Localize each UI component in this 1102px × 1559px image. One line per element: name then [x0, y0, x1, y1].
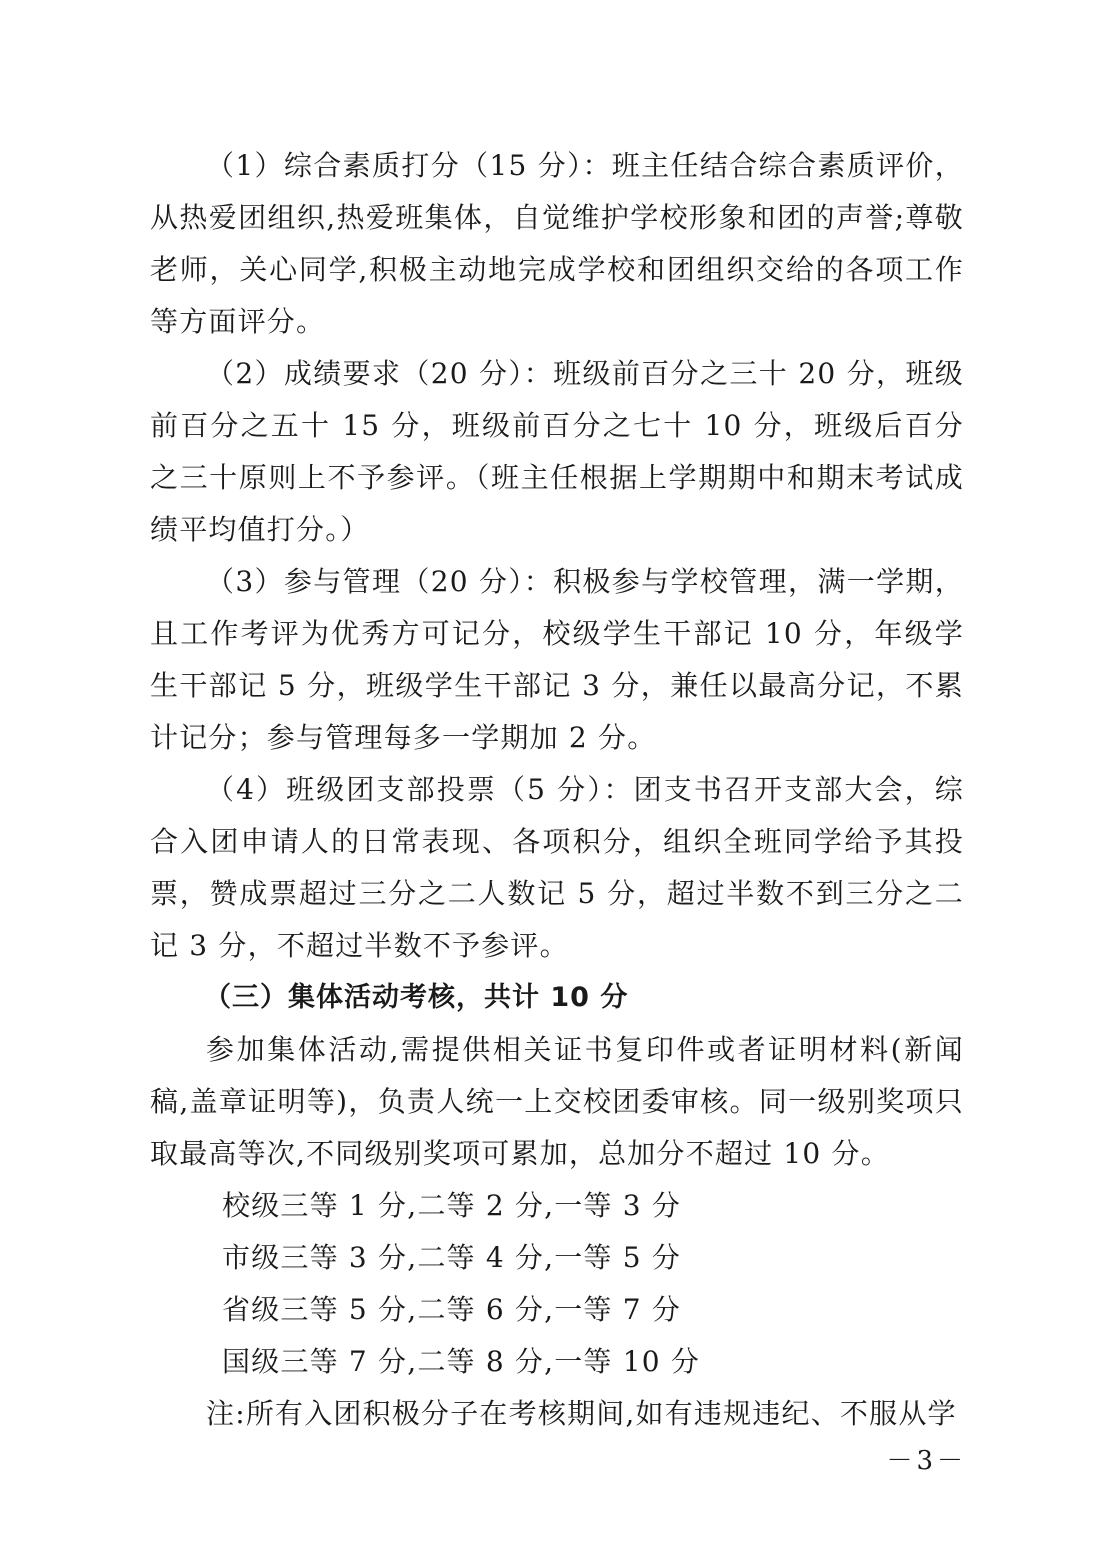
award-item-national: 国级三等 7 分,二等 8 分,一等 10 分 — [222, 1345, 701, 1378]
award-scoring-list — [150, 1180, 964, 1388]
award-item-province: 省级三等 5 分,二等 6 分,一等 7 分 — [222, 1293, 682, 1326]
page-number: －3－ — [886, 1446, 967, 1476]
paragraph-overall-quality: （1）综合素质打分（15 分）：班主任结合综合素质评价，从热爱团组织,热爱班集体，自觉维护学校形象和团的声誉;尊敬老师，关心同学,积极主动地完成学校和团组织交给的各项工作等方面评分。 — [150, 149, 964, 338]
paragraph-management: （3）参与管理（20 分）：积极参与学校管理，满一学期，且工作考评为优秀方可记分，校级学生干部记 10 分，年级学生干部记 5 分，班级学生干部记 3 分，兼任以最高分记，不累计记分；参与管理每多一学期加 2 分。 — [150, 565, 964, 754]
section-heading-collective-activity: （三）集体活动考核，共计 10 分 — [204, 982, 629, 1013]
paragraph-branch-vote: （4）班级团支部投票（5 分）：团支书召开支部大会，综合入团申请人的日常表现、各项积分，组织全班同学给予其投票，赞成票超过三分之二人数记 5 分，超过半数不到三分之二记 3 分，不超过半数不予参评。 — [150, 773, 964, 962]
paragraph-grade-requirement: （2）成绩要求（20 分）：班级前百分之三十 20 分，班级前百分之五十 15 分，班级前百分之七十 10 分，班级后百分之三十原则上不予参评。（班主任根据上学期期中和期末考试成绩平均值打分。） — [150, 357, 964, 546]
paragraph-note: 注:所有入团积极分子在考核期间,如有违规违纪、不服从学 — [206, 1397, 957, 1430]
award-item-city: 市级三等 3 分,二等 4 分,一等 5 分 — [222, 1241, 682, 1274]
award-item-school: 校级三等 1 分,二等 2 分,一等 3 分 — [222, 1189, 682, 1222]
paragraph-activity-intro: 参加集体活动,需提供相关证书复印件或者证明材料(新闻稿,盖章证明等)，负责人统一上交校团委审核。同一级别奖项只取最高等次,不同级别奖项可累加，总加分不超过 10 分。 — [150, 1033, 964, 1170]
document-page — [150, 140, 964, 1440]
